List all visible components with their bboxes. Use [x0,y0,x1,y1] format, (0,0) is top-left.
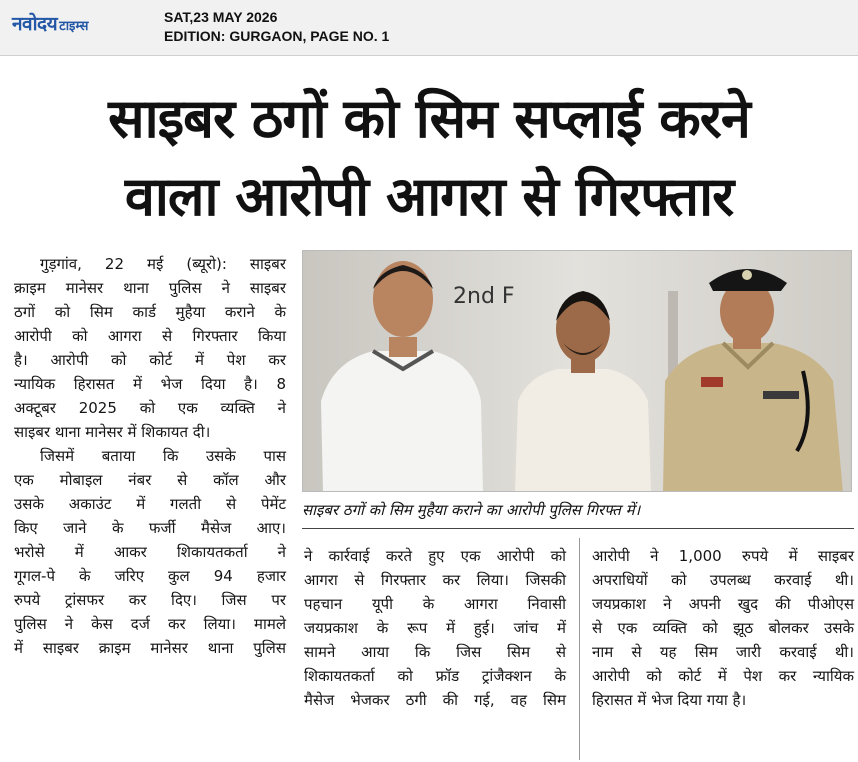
article-line: है। आरोपी को कोर्ट में पेश कर [14,351,286,369]
article-headline [0,80,858,236]
logo-main-text: नवोदय [12,13,58,35]
wall-writing: 2nd F [453,284,515,309]
article-line: अक्टूबर 2025 को एक व्यक्ति ने [14,399,286,417]
article-line: आगरा से गिरफ्तार कर लिया। जिसकी [304,571,566,589]
article-line: में साइबर क्राइम मानेसर थाना पुलिस [14,639,286,657]
newspaper-logo[interactable] [12,10,88,36]
article-line: न्यायिक हिरासत में भेज दिया है। 8 [14,375,286,393]
article-line: नाम से यह सिम जारी करवाई थी। [592,643,854,661]
masthead-bar [0,0,858,56]
article-line: शिकायतकर्ता को फ्रॉड ट्रांजैक्शन के [304,667,566,685]
article-line: ठगों को सिम कार्ड मुहैया कराने के [14,303,286,321]
article-line: जयप्रकाश के रूप में हुई। जांच में [304,619,566,637]
column-divider [579,538,580,760]
edition-info [164,8,389,46]
article-line: पहचान यूपी के आगरा निवासी [304,595,566,613]
article-line: किए जाने के फर्जी मैसेज आए। [14,519,286,537]
headline-line-1: साइबर ठगों को सिम सप्लाई करने [108,87,750,150]
article-line: उसके अकाउंट में गलती से पेमेंट [14,495,286,513]
article-line: आरोपी को आगरा से गिरफ्तार किया [14,327,286,345]
logo-sub-text: टाइम्स [59,19,89,34]
headline-line-2: वाला आरोपी आगरा से गिरफ्तार [124,165,734,228]
article-line: भरोसे में आकर शिकायतकर्ता ने [14,543,286,561]
article-line: ने कार्रवाई करते हुए एक आरोपी को [304,547,566,565]
article-line: हिरासत में भेज दिया गया है। [592,691,747,709]
article-line: गूगल-पे के जरिए कुल 94 हजार [14,567,286,585]
caption-divider [302,528,854,529]
article-line: अपराधियों को उपलब्ध करवाई थी। [592,571,854,589]
edition-page: EDITION: GURGAON, PAGE NO. 1 [164,28,390,44]
article-line: आरोपी को कोर्ट में पेश कर न्यायिक [592,667,854,685]
article-line: जयप्रकाश ने अपनी खुद की पीओएस [592,595,854,613]
news-photo[interactable] [302,250,852,492]
article-line: रुपये ट्रांसफर कर दिए। जिस पर [14,591,286,609]
article-column-left [14,252,286,660]
article-line: क्राइम मानेसर थाना पुलिस ने साइबर [14,279,286,297]
article-line: एक मोबाइल नंबर से कॉल और [14,471,286,489]
edition-date: SAT,23 MAY 2026 [164,9,278,25]
article-line: से एक व्यक्ति को झूठ बोलकर उसके [592,619,854,637]
photo-caption: साइबर ठगों को सिम मुहैया कराने का आरोपी पुलिस गिरफ्त में। [302,501,641,519]
police-arrest-photo [303,251,852,492]
article-line: साइबर थाना मानेसर में शिकायत दी। [14,423,211,441]
article-column-middle [304,544,566,712]
article-line: मैसेज भेजकर ठगी की गई, वह सिम [304,691,566,709]
article-line: सामने आया कि जिस सिम से [304,643,566,661]
article-line: पुलिस ने केस दर्ज कर लिया। मामले [14,615,286,633]
article-line: गुड़गांव, 22 मई (ब्यूरो): साइबर [40,255,286,273]
article-line: आरोपी ने 1,000 रुपये में साइबर [592,547,854,565]
article-column-right [592,544,854,712]
article-line: जिसमें बताया कि उसके पास [40,447,286,465]
